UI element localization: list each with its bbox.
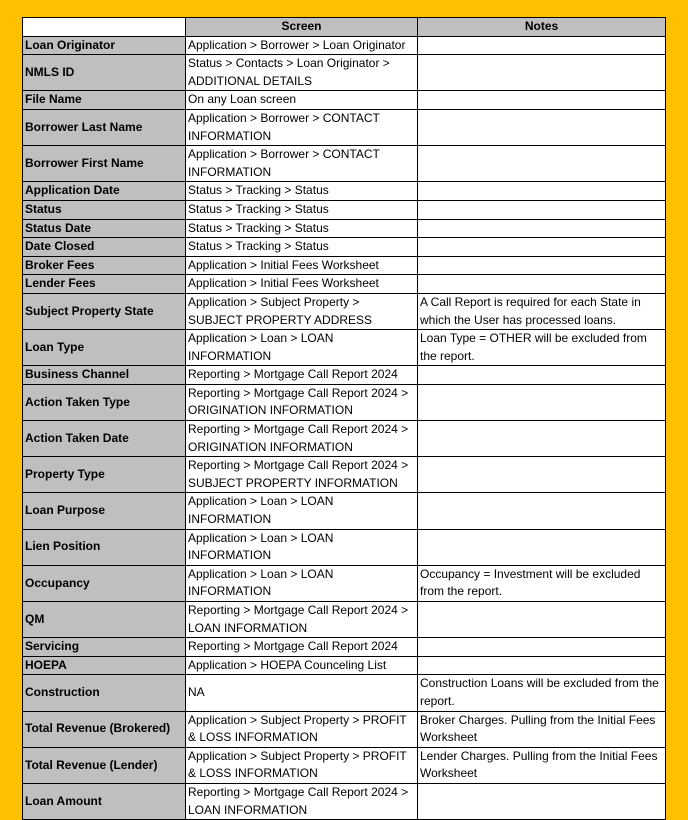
table-row xyxy=(23,675,666,711)
notes-cell xyxy=(418,36,666,55)
field-cell: Loan Originator xyxy=(23,36,186,55)
field-cell: Lien Position xyxy=(23,529,186,565)
screen-cell: Status > Tracking > Status xyxy=(186,219,418,238)
table-row xyxy=(23,529,666,565)
field-cell: Occupancy xyxy=(23,565,186,601)
field-cell: Status xyxy=(23,200,186,219)
field-cell: NMLS ID xyxy=(23,55,186,91)
table-row xyxy=(23,219,666,238)
field-cell: Application Date xyxy=(23,182,186,201)
screen-cell: Reporting > Mortgage Call Report 2024 > SUBJECT PROPERTY INFORMATION xyxy=(186,457,418,493)
table-row xyxy=(23,146,666,182)
table-row xyxy=(23,330,666,366)
field-cell: Loan Type xyxy=(23,330,186,366)
table-row xyxy=(23,656,666,675)
table-row xyxy=(23,366,666,385)
notes-cell xyxy=(418,182,666,201)
notes-cell xyxy=(418,529,666,565)
field-cell: Construction xyxy=(23,675,186,711)
field-cell: QM xyxy=(23,602,186,638)
table-row xyxy=(23,565,666,601)
screen-cell: Reporting > Mortgage Call Report 2024 > ORIGINATION INFORMATION xyxy=(186,421,418,457)
table-row xyxy=(23,783,666,819)
field-mapping-table xyxy=(22,17,666,820)
notes-cell xyxy=(418,146,666,182)
screen-cell: Application > Subject Property > SUBJECT PROPERTY ADDRESS xyxy=(186,293,418,329)
table-row xyxy=(23,421,666,457)
notes-cell xyxy=(418,91,666,110)
table-row xyxy=(23,256,666,275)
screen-cell: Application > Initial Fees Worksheet xyxy=(186,275,418,294)
table-row xyxy=(23,55,666,91)
screen-cell: Reporting > Mortgage Call Report 2024 > ORIGINATION INFORMATION xyxy=(186,384,418,420)
screen-cell: Application > Initial Fees Worksheet xyxy=(186,256,418,275)
notes-cell xyxy=(418,238,666,257)
field-cell: Business Channel xyxy=(23,366,186,385)
table-body xyxy=(23,36,666,820)
table-row xyxy=(23,602,666,638)
screen-cell: Application > Loan > LOAN INFORMATION xyxy=(186,330,418,366)
notes-cell xyxy=(418,219,666,238)
screen-cell: Application > Loan > LOAN INFORMATION xyxy=(186,565,418,601)
notes-cell: Construction Loans will be excluded from the report. xyxy=(418,675,666,711)
screen-cell: Status > Tracking > Status xyxy=(186,238,418,257)
field-cell: Borrower First Name xyxy=(23,146,186,182)
field-cell: Loan Purpose xyxy=(23,493,186,529)
field-cell: Lender Fees xyxy=(23,275,186,294)
table-row xyxy=(23,200,666,219)
field-cell: Action Taken Type xyxy=(23,384,186,420)
notes-cell xyxy=(418,366,666,385)
notes-cell xyxy=(418,638,666,657)
screen-cell: Reporting > Mortgage Call Report 2024 > LOAN INFORMATION xyxy=(186,783,418,819)
table-row xyxy=(23,493,666,529)
table-row xyxy=(23,384,666,420)
header-screen-cell: Screen xyxy=(186,18,418,37)
screen-cell: Application > Borrower > Loan Originator xyxy=(186,36,418,55)
screen-cell: Reporting > Mortgage Call Report 2024 xyxy=(186,366,418,385)
table-row xyxy=(23,275,666,294)
notes-cell xyxy=(418,55,666,91)
header-row xyxy=(23,18,666,37)
screen-cell: On any Loan screen xyxy=(186,91,418,110)
field-cell: Property Type xyxy=(23,457,186,493)
notes-cell xyxy=(418,256,666,275)
field-cell: Borrower Last Name xyxy=(23,109,186,145)
table-row xyxy=(23,293,666,329)
table-row xyxy=(23,109,666,145)
table-row xyxy=(23,91,666,110)
screen-cell: Application > Borrower > CONTACT INFORMATION xyxy=(186,146,418,182)
notes-cell xyxy=(418,656,666,675)
field-mapping-sheet xyxy=(22,17,666,820)
notes-cell xyxy=(418,109,666,145)
screen-cell: NA xyxy=(186,675,418,711)
table-row xyxy=(23,711,666,747)
field-cell: Servicing xyxy=(23,638,186,657)
screen-cell: Status > Tracking > Status xyxy=(186,182,418,201)
notes-cell xyxy=(418,421,666,457)
field-cell: Status Date xyxy=(23,219,186,238)
notes-cell xyxy=(418,275,666,294)
notes-cell: Loan Type = OTHER will be excluded from the report. xyxy=(418,330,666,366)
field-cell: HOEPA xyxy=(23,656,186,675)
field-cell: Action Taken Date xyxy=(23,421,186,457)
notes-cell: Lender Charges. Pulling from the Initial Fees Worksheet xyxy=(418,747,666,783)
field-cell: Total Revenue (Brokered) xyxy=(23,711,186,747)
table-row xyxy=(23,638,666,657)
notes-cell xyxy=(418,384,666,420)
screen-cell: Reporting > Mortgage Call Report 2024 > LOAN INFORMATION xyxy=(186,602,418,638)
screen-cell: Application > Borrower > CONTACT INFORMATION xyxy=(186,109,418,145)
notes-cell: Occupancy = Investment will be excluded from the report. xyxy=(418,565,666,601)
field-cell: Total Revenue (Lender) xyxy=(23,747,186,783)
header-field-cell xyxy=(23,18,186,37)
screen-cell: Application > Subject Property > PROFIT & LOSS INFORMATION xyxy=(186,711,418,747)
notes-cell: Broker Charges. Pulling from the Initial Fees Worksheet xyxy=(418,711,666,747)
screen-cell: Status > Tracking > Status xyxy=(186,200,418,219)
table-row xyxy=(23,36,666,55)
field-cell: Loan Amount xyxy=(23,783,186,819)
field-cell: File Name xyxy=(23,91,186,110)
field-cell: Date Closed xyxy=(23,238,186,257)
notes-cell xyxy=(418,602,666,638)
field-cell: Subject Property State xyxy=(23,293,186,329)
screen-cell: Status > Contacts > Loan Originator > ADDITIONAL DETAILS xyxy=(186,55,418,91)
screen-cell: Application > Loan > LOAN INFORMATION xyxy=(186,493,418,529)
notes-cell xyxy=(418,783,666,819)
table-row xyxy=(23,457,666,493)
header-notes-cell: Notes xyxy=(418,18,666,37)
table-row xyxy=(23,747,666,783)
screen-cell: Reporting > Mortgage Call Report 2024 xyxy=(186,638,418,657)
screen-cell: Application > HOEPA Counceling List xyxy=(186,656,418,675)
notes-cell: A Call Report is required for each State in which the User has processed loans. xyxy=(418,293,666,329)
notes-cell xyxy=(418,457,666,493)
table-row xyxy=(23,238,666,257)
screen-cell: Application > Subject Property > PROFIT & LOSS INFORMATION xyxy=(186,747,418,783)
notes-cell xyxy=(418,493,666,529)
field-cell: Broker Fees xyxy=(23,256,186,275)
table-row xyxy=(23,182,666,201)
notes-cell xyxy=(418,200,666,219)
screen-cell: Application > Loan > LOAN INFORMATION xyxy=(186,529,418,565)
